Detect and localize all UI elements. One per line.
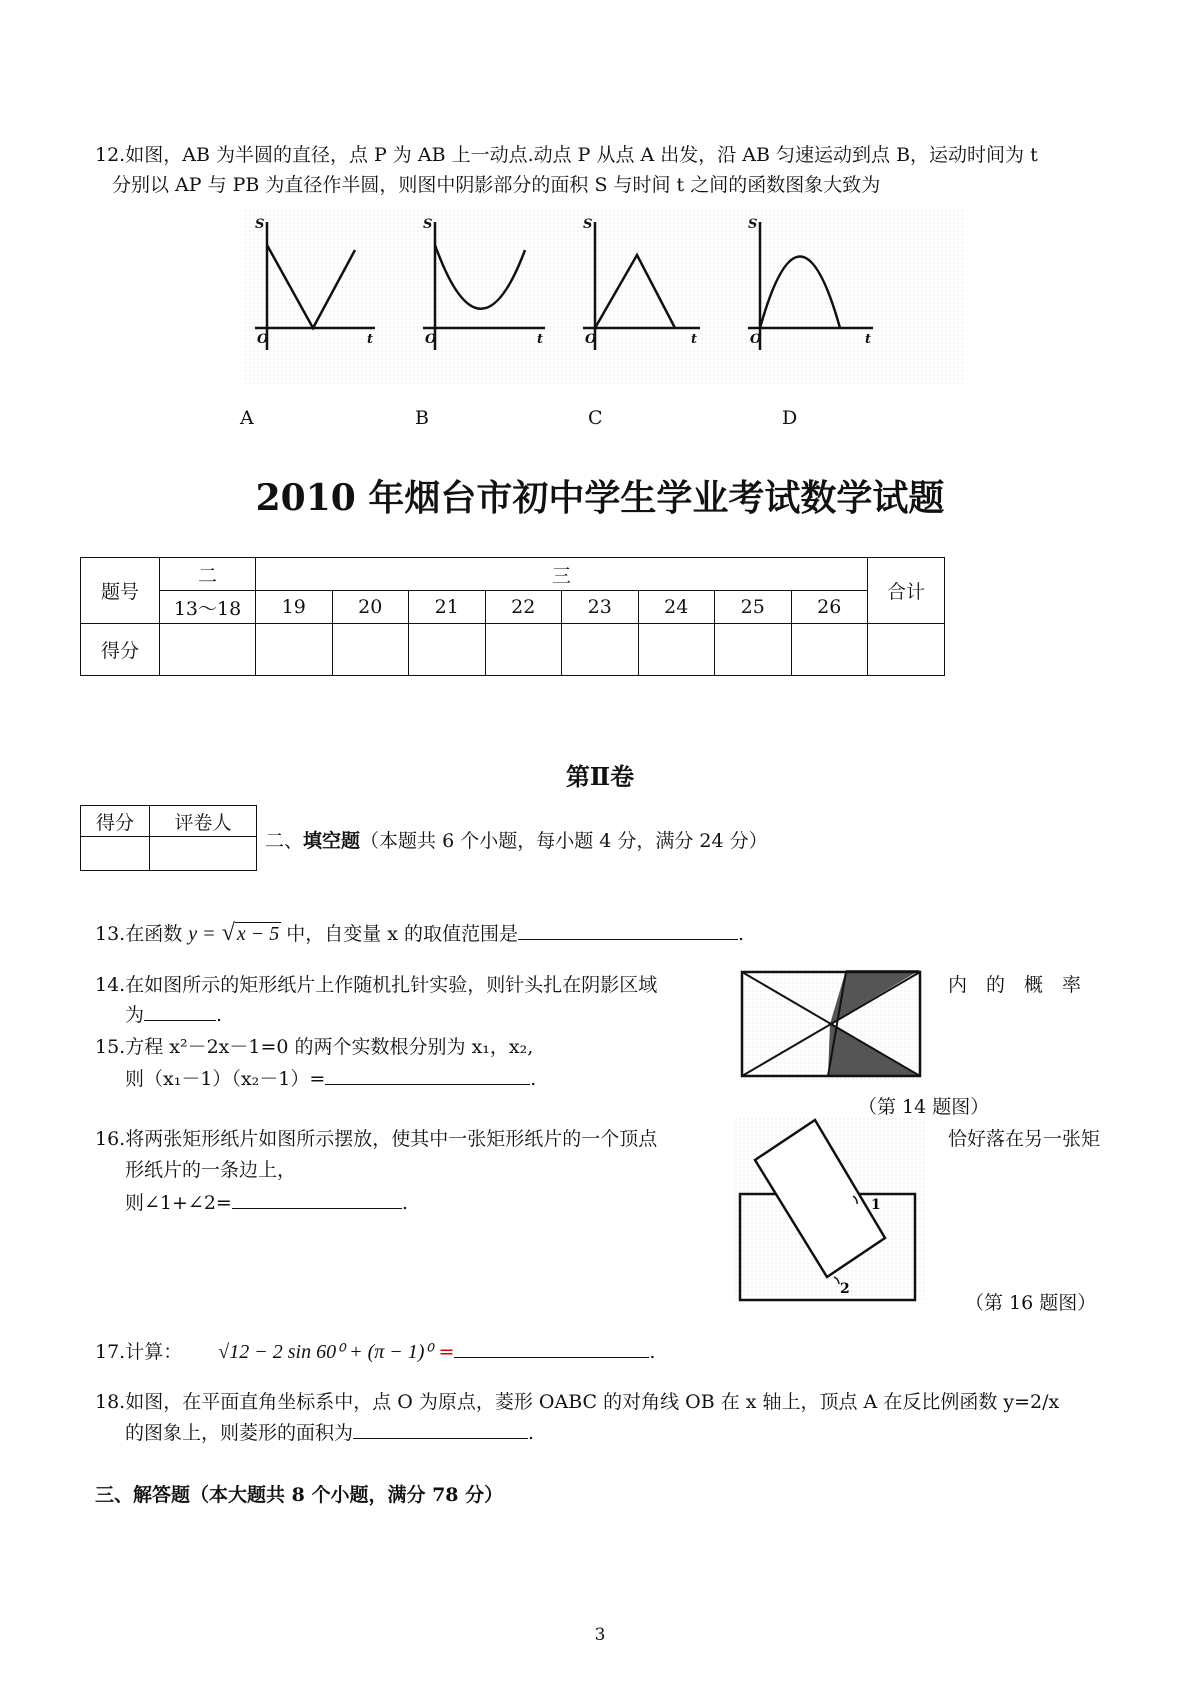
q12-line1: 12.如图，AB 为半圆的直径，点 P 为 AB 上一动点.动点 P 从点 A 出发，沿 AB 匀速运动到点 B，运动时间为 t — [95, 144, 1038, 166]
axis-s-label: S — [748, 217, 758, 232]
col-header: 22 — [485, 591, 562, 624]
q14-caption: （第 14 题图） — [858, 1096, 990, 1118]
score-cell[interactable] — [256, 624, 333, 676]
col-header: 20 — [332, 591, 409, 624]
q18-answer-blank[interactable] — [353, 1418, 528, 1439]
score-cell[interactable] — [409, 624, 486, 676]
col-header: 19 — [256, 591, 333, 624]
col-header: 13～18 — [160, 591, 256, 624]
q13 — [95, 918, 744, 949]
origin-label: O — [425, 332, 437, 347]
grader-name-cell[interactable] — [150, 837, 257, 871]
q15-answer-blank[interactable] — [325, 1064, 530, 1085]
col-header: 23 — [562, 591, 639, 624]
q13-radical: √ x − 5 — [221, 920, 280, 946]
score-cell[interactable] — [638, 624, 715, 676]
score-table — [80, 557, 945, 676]
q16-figure — [735, 1118, 925, 1303]
q15-end: . — [530, 1068, 537, 1090]
option-d: D — [782, 407, 798, 429]
score-cell[interactable] — [791, 624, 868, 676]
axis-t-label: t — [865, 332, 872, 347]
total-header: 合计 — [868, 558, 945, 624]
q14-end: . — [216, 1004, 223, 1026]
page-title: 2010 年烟台市初中学生学业考试数学试题 — [255, 477, 945, 519]
q16-line3 — [125, 1188, 408, 1218]
q14-right: 内 的 概 率 — [948, 974, 1082, 996]
grader-score-label: 得分 — [81, 806, 150, 837]
col-header: 26 — [791, 591, 868, 624]
score-cell[interactable] — [562, 624, 639, 676]
q17-answer-blank[interactable] — [454, 1337, 649, 1358]
q17-equals: = — [438, 1341, 455, 1363]
origin-label: O — [585, 332, 597, 347]
option-a: A — [240, 407, 254, 429]
q16-line3-text: 则∠1+∠2= — [125, 1192, 232, 1214]
axis-t-label: t — [537, 332, 544, 347]
q14-line2 — [125, 1000, 222, 1030]
grader-box — [80, 805, 257, 871]
row-label-score: 得分 — [81, 624, 160, 676]
axis-s-label: S — [255, 217, 265, 232]
q13-end: . — [738, 923, 745, 945]
q18-line1: 18.如图，在平面直角坐标系中，点 O 为原点，菱形 OABC 的对角线 OB 在 x 轴上，顶点 A 在反比例函数 y=2/x — [95, 1391, 1060, 1413]
part-2-title: 第Ⅱ卷 — [565, 762, 635, 791]
q16-caption: （第 16 题图） — [965, 1292, 1097, 1314]
q14-figure — [740, 970, 925, 1080]
q18-line2-text: 的图象上，则菱形的面积为 — [125, 1422, 354, 1444]
section-2-desc: （本题共 6 个小题，每小题 4 分，满分 24 分） — [360, 830, 768, 852]
q18-end: . — [528, 1422, 535, 1444]
grader-score-cell[interactable] — [81, 837, 150, 871]
q14-answer-blank[interactable] — [144, 1000, 216, 1021]
q13-prefix: 13.在函数 — [95, 923, 183, 945]
score-cell[interactable] — [160, 624, 256, 676]
col-header: 21 — [409, 591, 486, 624]
q16-line2: 形纸片的一条边上， — [125, 1159, 297, 1181]
q17-expression: √12 − 2 sin 60⁰ + (π − 1)⁰ — [218, 1341, 433, 1363]
origin-label: O — [750, 332, 762, 347]
option-c: C — [588, 407, 603, 429]
q16-right: 恰好落在另一张矩 — [948, 1128, 1101, 1150]
axis-t-label: t — [367, 332, 374, 347]
section-3-heading: 三、解答题（本大题共 8 个小题，满分 78 分） — [95, 1484, 504, 1506]
q15-line2-text: 则（x₁－1）（x₂－1）= — [125, 1068, 326, 1090]
col-header: 25 — [715, 591, 792, 624]
option-b: B — [415, 407, 429, 429]
grader-name-label: 评卷人 — [150, 806, 257, 837]
score-cell[interactable] — [715, 624, 792, 676]
q14-text: 14.在如图所示的矩形纸片上作随机扎针实验，则针头扎在阴影区域 — [95, 974, 658, 996]
angle-2-label: 2 — [840, 1281, 850, 1297]
axis-s-label: S — [423, 217, 433, 232]
q13-answer-blank[interactable] — [518, 919, 738, 940]
q13-radicand: x − 5 — [236, 923, 280, 945]
q18-line2 — [125, 1418, 534, 1448]
q13-suffix: 中，自变量 x 的取值范围是 — [286, 923, 519, 945]
q12-graphs — [245, 210, 965, 385]
section-2-header: 二 — [160, 558, 256, 591]
section-3-header: 三 — [256, 558, 868, 591]
q16-answer-blank[interactable] — [232, 1188, 402, 1209]
q15-line2 — [125, 1064, 536, 1094]
q17 — [95, 1337, 655, 1367]
page-number: 3 — [594, 1625, 606, 1645]
score-cell[interactable] — [332, 624, 409, 676]
q17-end: . — [649, 1341, 656, 1363]
q14-line2-text: 为 — [125, 1004, 145, 1026]
score-cell[interactable] — [868, 624, 945, 676]
origin-label: O — [257, 332, 269, 347]
angle-1-label: 1 — [871, 1197, 881, 1213]
col-header: 24 — [638, 591, 715, 624]
axis-t-label: t — [691, 332, 698, 347]
q13-y: y = — [188, 923, 216, 945]
axis-s-label: S — [583, 217, 593, 232]
score-cell[interactable] — [485, 624, 562, 676]
q16-line1: 16.将两张矩形纸片如图所示摆放，使其中一张矩形纸片的一个顶点 — [95, 1128, 658, 1150]
section-2-num: 二、 — [265, 830, 304, 852]
row-label-question: 题号 — [81, 558, 160, 624]
q12-line2: 分别以 AP 与 PB 为直径作半圆，则图中阴影部分的面积 S 与时间 t 之间的函数图象大致为 — [112, 174, 881, 196]
q17-prefix: 17.计算： — [95, 1341, 183, 1363]
section-2-name: 填空题 — [303, 830, 361, 852]
q16-end: . — [401, 1192, 408, 1214]
section-2-heading — [265, 826, 768, 856]
q15-line1: 15.方程 x²－2x－1=0 的两个实数根分别为 x₁，x₂, — [95, 1036, 534, 1058]
